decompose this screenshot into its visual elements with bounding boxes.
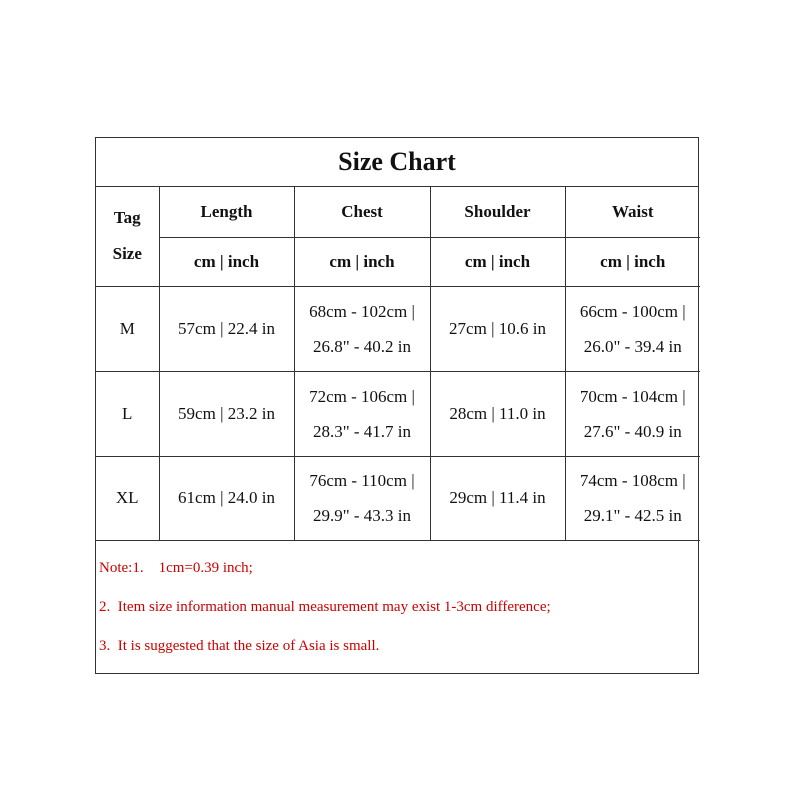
tag-label: Tag	[113, 208, 141, 228]
column-header-shoulder: Shoulder	[430, 187, 565, 237]
size-label: Size	[112, 244, 142, 264]
unit-label-waist: cm | inch	[565, 237, 700, 286]
header-row	[96, 187, 700, 237]
shoulder-cell: 28cm | 11.0 in	[430, 371, 565, 456]
waist-inch: 27.6" - 40.9 in	[583, 421, 682, 441]
unit-label-chest: cm | inch	[294, 237, 430, 286]
column-header-waist: Waist	[565, 187, 700, 237]
length-cell: 61cm | 24.0 in	[159, 456, 294, 540]
size-cell: XL	[96, 456, 159, 540]
note-line: 3. It is suggested that the size of Asia is small.	[99, 637, 380, 654]
notes-section	[96, 549, 698, 666]
chest-cm: 72cm - 106cm |	[309, 386, 415, 406]
waist-inch: 26.0" - 39.4 in	[583, 336, 682, 356]
waist-cm: 66cm - 100cm |	[579, 301, 686, 321]
unit-row	[96, 237, 700, 286]
chest-cell	[294, 456, 430, 540]
size-cell: L	[96, 371, 159, 456]
length-cell: 57cm | 22.4 in	[159, 286, 294, 371]
note-line: Note:1. 1cm=0.39 inch;	[99, 559, 253, 576]
chest-cell	[294, 286, 430, 371]
waist-inch: 29.1" - 42.5 in	[583, 506, 682, 525]
column-header-chest: Chest	[294, 187, 430, 237]
length-cell: 59cm | 23.2 in	[159, 371, 294, 456]
waist-cell	[565, 371, 700, 456]
shoulder-cell: 27cm | 10.6 in	[430, 286, 565, 371]
table-row	[96, 371, 700, 456]
chart-title: Size Chart	[96, 138, 698, 187]
chest-cm: 68cm - 102cm |	[309, 301, 415, 321]
chest-inch: 28.3" - 41.7 in	[312, 421, 412, 441]
chest-cell	[294, 371, 430, 456]
tag-size-header	[96, 187, 159, 286]
waist-cm: 70cm - 104cm |	[579, 386, 686, 406]
column-header-length: Length	[159, 187, 294, 237]
chest-cm: 76cm - 110cm |	[309, 471, 415, 490]
waist-cell	[565, 456, 700, 540]
size-table	[96, 187, 700, 541]
shoulder-cell: 29cm | 11.4 in	[430, 456, 565, 540]
size-cell: M	[96, 286, 159, 371]
unit-label-shoulder: cm | inch	[430, 237, 565, 286]
waist-cm: 74cm - 108cm |	[579, 471, 686, 490]
note-line: 2. Item size information manual measurement may exist 1-3cm difference;	[99, 598, 551, 615]
table-row	[96, 456, 700, 540]
unit-label-length: cm | inch	[159, 237, 294, 286]
chest-inch: 29.9" - 43.3 in	[312, 506, 412, 525]
size-chart	[95, 137, 699, 674]
waist-cell	[565, 286, 700, 371]
table-row	[96, 286, 700, 371]
chest-inch: 26.8" - 40.2 in	[312, 336, 412, 356]
